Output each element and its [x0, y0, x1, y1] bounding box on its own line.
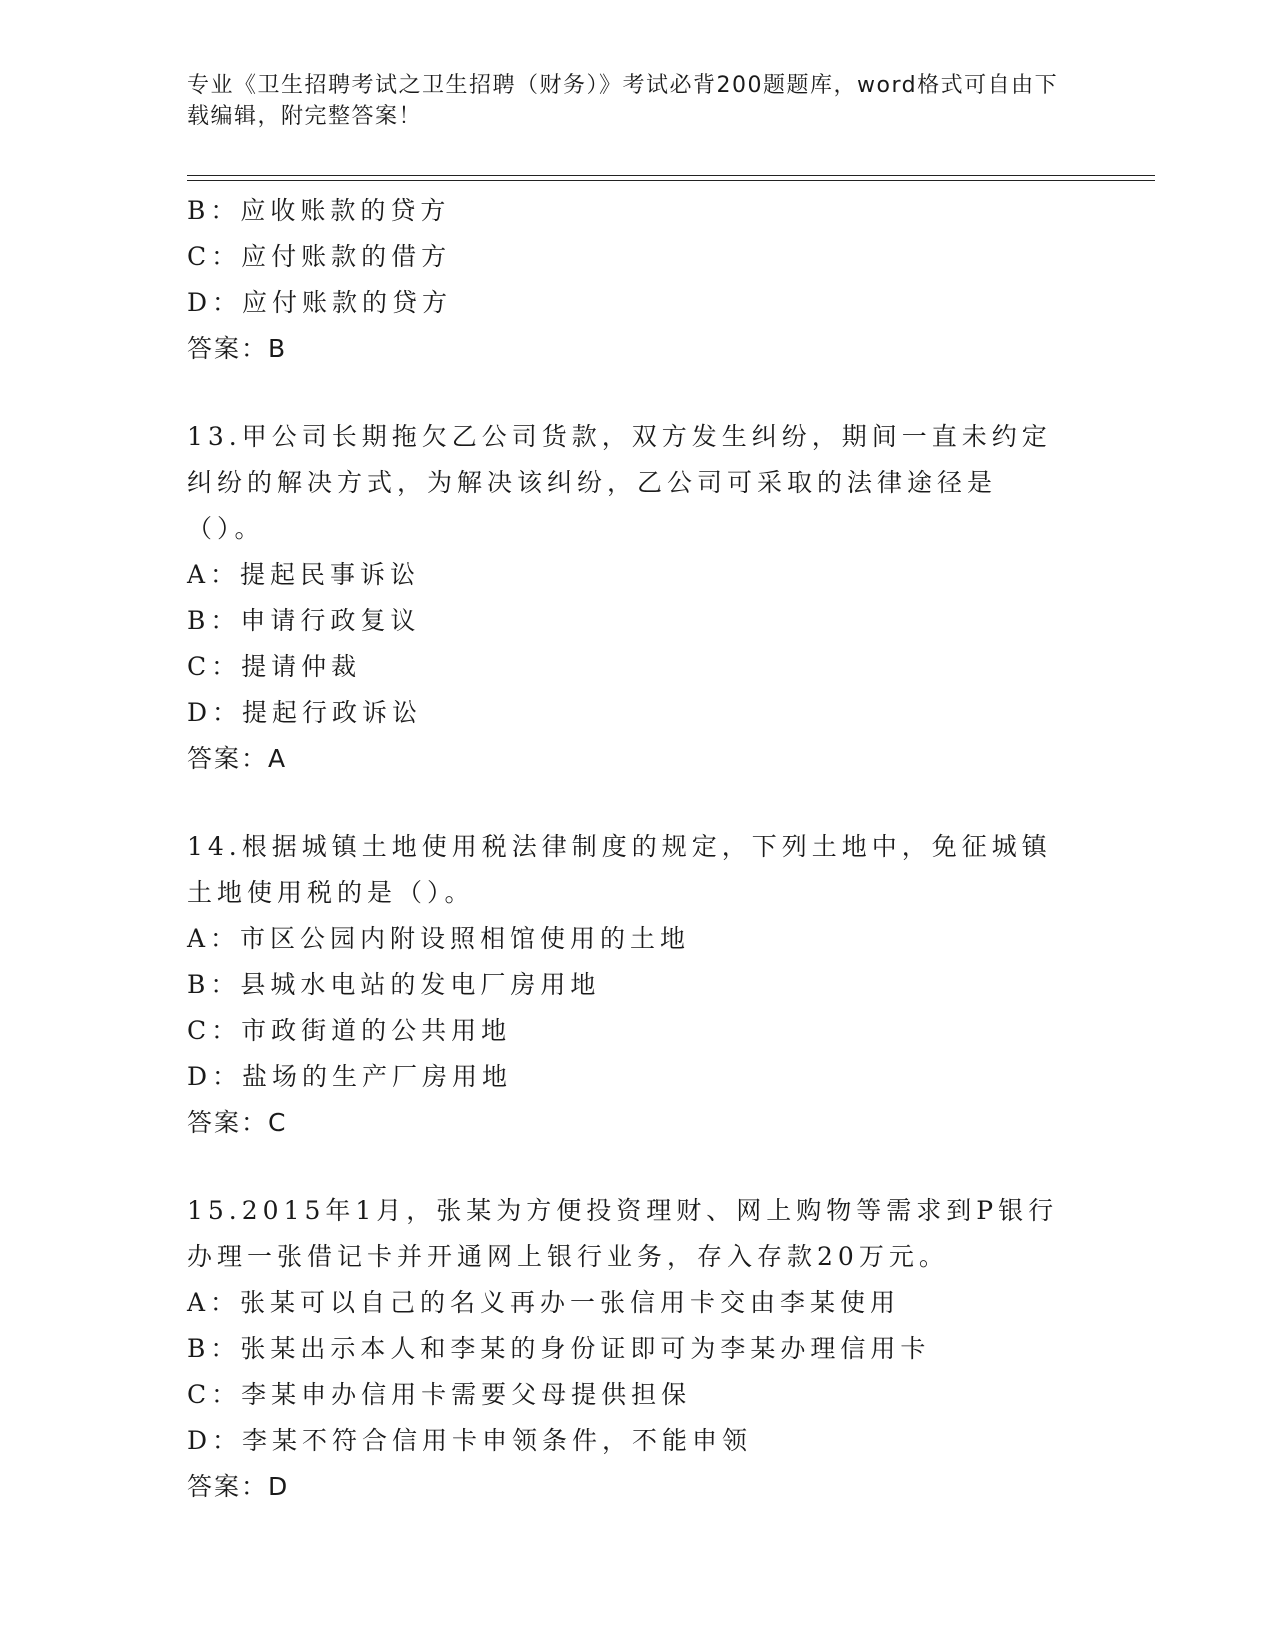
header-divider-bottom [187, 180, 1155, 181]
spacer [187, 1146, 1087, 1188]
question-stem: 15.2015年1月，张某为方便投资理财、网上购物等需求到P银行办理一张借记卡并开通网上银行业务，存入存款20万元。 [187, 1196, 1059, 1271]
question-list [187, 188, 1087, 1510]
option-c: C：提请仲裁 [187, 652, 362, 681]
option-d: D：李某不符合信用卡申领条件，不能申领 [187, 1426, 753, 1455]
question-12-tail [187, 188, 1087, 372]
question-15 [187, 1188, 1087, 1510]
option-d: D：提起行政诉讼 [187, 698, 423, 727]
option-c: C：市政街道的公共用地 [187, 1016, 512, 1045]
header-divider-top [187, 175, 1155, 176]
spacer [187, 372, 1087, 414]
option-c: C：应付账款的借方 [187, 242, 452, 271]
question-14 [187, 824, 1087, 1146]
answer-line: 答案：B [187, 334, 288, 363]
question-stem: 14.根据城镇土地使用税法律制度的规定，下列土地中，免征城镇土地使用税的是（）。 [187, 832, 1052, 907]
option-a: A：市区公园内附设照相馆使用的土地 [187, 924, 691, 953]
option-b: B：县城水电站的发电厂房用地 [187, 970, 601, 999]
option-c: C：李某申办信用卡需要父母提供担保 [187, 1380, 692, 1409]
answer-line: 答案：D [187, 1472, 290, 1501]
option-b: B：申请行政复议 [187, 606, 421, 635]
answer-line: 答案：C [187, 1108, 288, 1137]
option-b: B：应收账款的贷方 [187, 196, 451, 225]
question-13 [187, 414, 1087, 782]
document-title: 专业《卫生招聘考试之卫生招聘（财务）》考试必背200题题库，word格式可自由下载编辑，附完整答案！ [187, 73, 1059, 129]
spacer [187, 782, 1087, 824]
option-d: D：盐场的生产厂房用地 [187, 1062, 513, 1091]
option-d: D：应付账款的贷方 [187, 288, 453, 317]
answer-line: 答案：A [187, 744, 288, 773]
option-a: A：提起民事诉讼 [187, 560, 421, 589]
question-stem: 13.甲公司长期拖欠乙公司货款，双方发生纠纷，期间一直未约定纠纷的解决方式，为解决该纠纷，乙公司可采取的法律途径是（）。 [187, 422, 1052, 543]
option-b: B：张某出示本人和李某的身份证即可为李某办理信用卡 [187, 1334, 931, 1363]
document-header [187, 70, 1087, 132]
option-a: A：张某可以自己的名义再办一张信用卡交由李某使用 [187, 1288, 901, 1317]
